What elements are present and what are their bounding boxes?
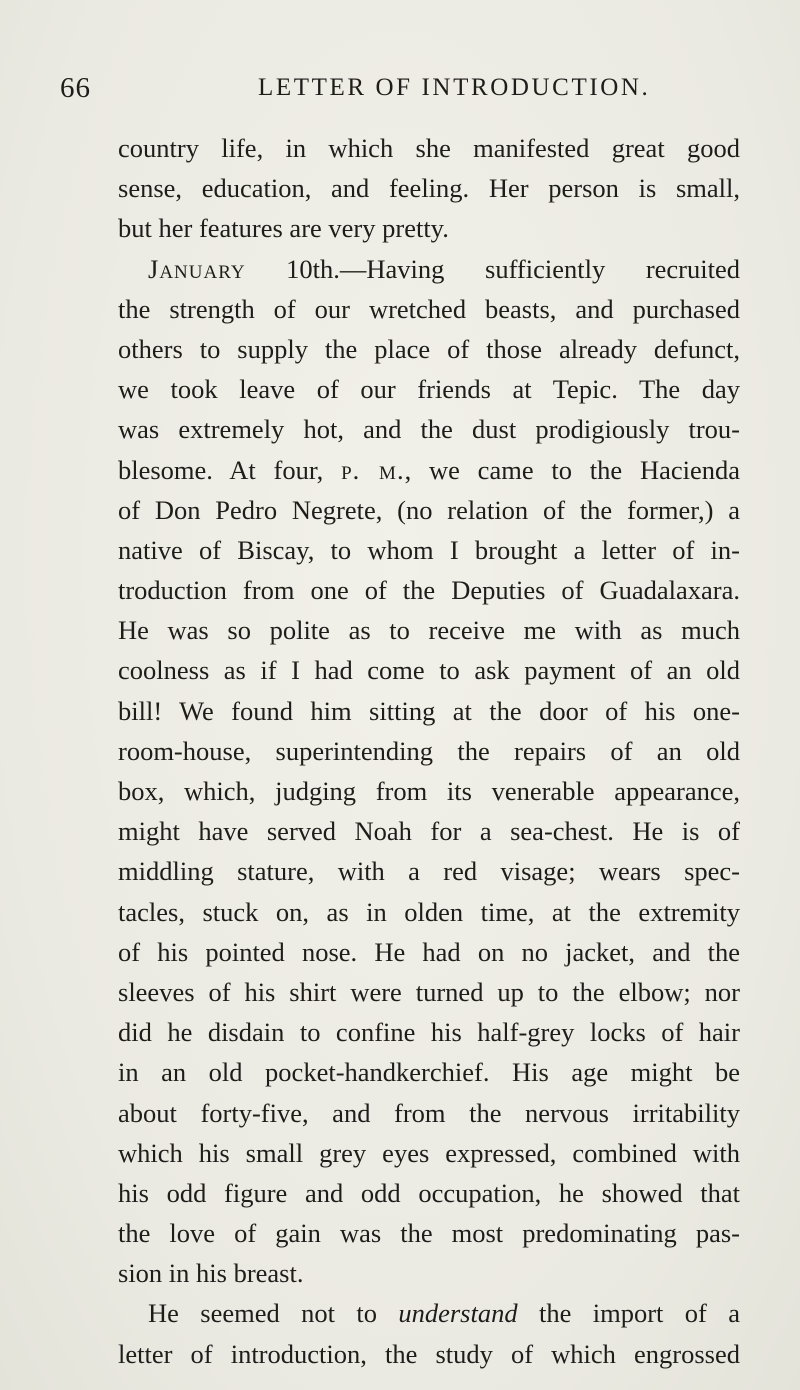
text-line: middling stature, with a red visage; wears spec- [118, 856, 740, 887]
text-line [118, 1293, 740, 1333]
text-line: but her features are very pretty. [118, 213, 449, 244]
body-text [118, 128, 740, 1374]
italic-word: understand [398, 1298, 518, 1329]
text-line: country life, in which she manifested great good [118, 133, 740, 163]
text-line: native of Biscay, to whom I brought a letter of in- [118, 534, 740, 565]
text-fragment: He seemed not to [148, 1298, 399, 1329]
text-line: coolness as if I had come to ask payment of an old [118, 655, 740, 686]
text-line: sense, education, and feeling. Her person is small, [118, 173, 740, 204]
text-line: was extremely hot, and the dust prodigiously trou- [118, 414, 740, 445]
page-header [60, 68, 740, 108]
text-line: which his small grey eyes expressed, combined with [118, 1137, 740, 1168]
text-fragment: 10th.—Having sufficiently recruited [245, 253, 740, 284]
text-line: about forty-five, and from the nervous irritability [118, 1097, 740, 1128]
text-line: others to supply the place of those already defunct, [118, 333, 740, 364]
time-small-caps: p. m. [341, 454, 405, 485]
text-line: room-house, superintending the repairs of an old [118, 735, 740, 766]
text-fragment: , we came to the Hacienda [404, 454, 740, 485]
text-line [118, 450, 740, 490]
page-number: 66 [60, 72, 91, 104]
text-line: did he disdain to confine his half-grey locks of hair [118, 1017, 740, 1048]
text-line: bill! We found him sitting at the door of his one- [118, 695, 740, 726]
running-title: LETTER OF INTRODUCTION. [258, 74, 651, 101]
text-line: of his pointed nose. He had on no jacket, and the [118, 936, 740, 967]
text-line: of Don Pedro Negrete, (no relation of the former,) a [118, 494, 740, 525]
text-line: we took leave of our friends at Tepic. The day [118, 374, 740, 405]
text-line: He was so polite as to receive me with as much [118, 615, 740, 646]
text-line: sion in his breast. [118, 1258, 304, 1289]
text-line: sleeves of his shirt were turned up to the elbow; nor [118, 976, 740, 1007]
text-line: tacles, stuck on, as in olden time, at the extremity [118, 896, 740, 927]
date-small-caps: January [148, 253, 246, 284]
text-line: might have served Noah for a sea-chest. He is of [118, 816, 740, 847]
text-line: in an old pocket-handkerchief. His age might be [118, 1057, 740, 1088]
text-line: troduction from one of the Deputies of Guadalaxara. [118, 575, 740, 606]
text-line: box, which, judging from its venerable appearance, [118, 776, 740, 806]
text-line: letter of introduction, the study of which engrossed [118, 1338, 740, 1369]
text-fragment: blesome. At four, [118, 454, 342, 485]
text-line: the love of gain was the most predominating pas- [118, 1218, 740, 1249]
text-line: the strength of our wretched beasts, and purchased [118, 293, 740, 324]
text-line [118, 249, 740, 289]
text-fragment: the import of a [517, 1298, 740, 1329]
text-line: his odd figure and odd occupation, he showed that [118, 1177, 740, 1208]
